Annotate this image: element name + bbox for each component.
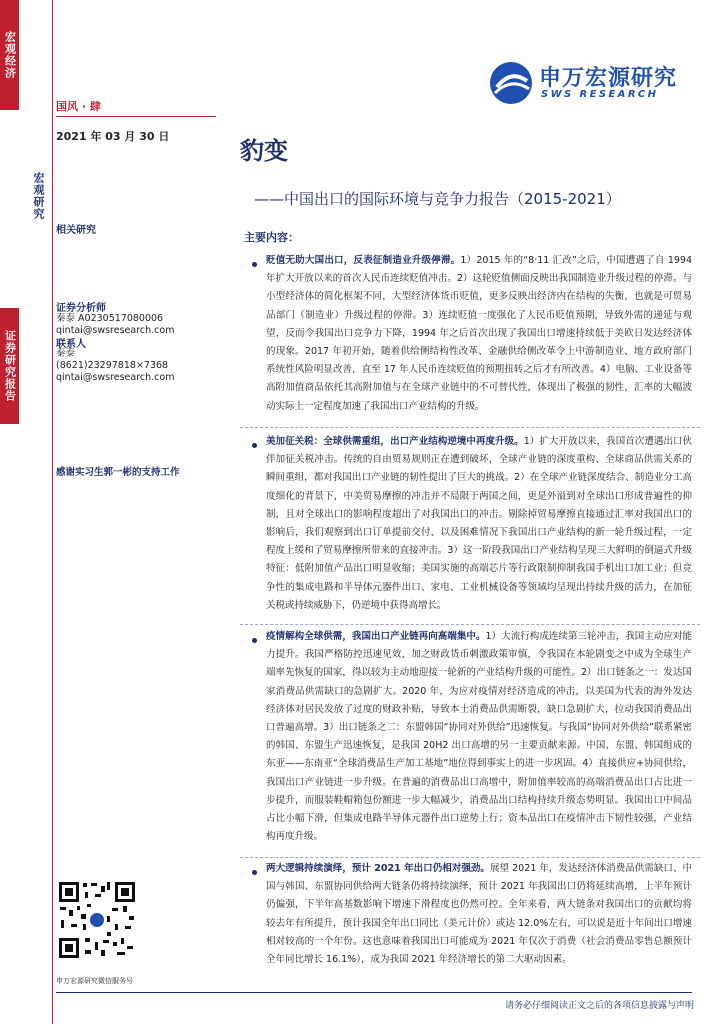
- separator: [240, 857, 700, 858]
- analyst-email[interactable]: qintai@swsresearch.com: [56, 325, 175, 336]
- bullet-dot-icon: [252, 262, 257, 267]
- series-underline: [56, 116, 216, 117]
- bullet-3: [266, 628, 692, 846]
- sidebar-divider: [52, 0, 53, 1024]
- contact-email[interactable]: qintai@swsresearch.com: [56, 372, 175, 383]
- bullet-3-head: 疫情解构全球供需，我国出口产业链再向高端集中。: [266, 631, 486, 642]
- tab-macro-economy: 宏观经济: [0, 0, 19, 110]
- qr-code: [57, 880, 137, 960]
- logo: [489, 61, 689, 105]
- page-title: 豹变: [240, 137, 288, 165]
- contact-title: 联系人: [56, 339, 86, 350]
- tab-securities-report: 证券研究报告: [0, 308, 19, 424]
- separator: [240, 427, 700, 428]
- bullet-4-head: 两大逻辑持续演绎，预计 2021 年出口仍相对强劲。: [266, 863, 490, 874]
- contact-phone: (8621)23297818×7368: [56, 360, 169, 371]
- logo-mark-icon: [489, 61, 533, 105]
- bullet-4: [266, 860, 692, 969]
- bullet-1-head: 贬值无助大国出口，反表征制造业升级停滞。: [266, 255, 461, 266]
- analyst-title: 证券分析师: [56, 303, 106, 314]
- bullet-1: [266, 252, 692, 416]
- related-research-title: 相关研究: [56, 225, 96, 236]
- page-subtitle: ——中国出口的国际环境与竞争力报告（2015-2021）: [254, 190, 621, 208]
- bullet-dot-icon: [252, 443, 257, 448]
- bullet-4-text: 展望 2021 年，发达经济体消费品供需缺口、中国与韩国、东盟协同供给两大链条仍将持续演绎，预计 2021 年我国出口仍将延续高增，上半年预计仍偏强，下半年高基数影响下增速下滑程度也仍然可控。全年来看，两大链条对我国出口的贡献均将较去年有所提升，预计我国全年出口同比（美元计价）或达 12.0%左右，可以说是近十年间出口增速相对较高的一个年份。这也意味着我国出口可能成为 2021 年仅次于消费（社会消费品零售总额预计全年同比增长 16.1%），成为我国 2021 年经济增长的第二大驱动因素。: [266, 863, 692, 966]
- bullet-3-text: 1）大流行构成连续第三轮冲击，我国主动应对能力提升。我国严格防控迅速见效，加之财政货币刺激政策审慎，令我国在本轮剧变之中成为全球生产端率先恢复的国家，得以较为主动地迎接一轮新的产业结构升级的可能性。2）出口链条之一：发达国家消费品供需缺口的急剧扩大。2020 年，为应对疫情对经济造成的冲击，以美国为代表的海外发达经济体对居民发放了过度的财政补贴，导致本土消费品供需断裂，缺口急剧扩大，拉动我国消费品出口普遍高增。3）出口链条之二：东盟韩国“协同对外供给”迅速恢复。与我国“协同对外供给”联系紧密的韩国、东盟生产迅速恢复，是我国 20H2 出口高增的另一主要贡献来源。中国、东盟、韩国组成的东亚——东南亚“全球消费品生产加工基地”地位得到事实上的进一步巩固。4）直接供应+协同供给，我国出口产业链进一步升级。在普遍的消费品出口高增中，附加值率较高的高端消费品出口占比进一步提升，而服装鞋帽箱包份额进一步大幅减少，消费品出口结构持续升级态势明显。我国出口中间品占比小幅下滑，但集成电路半导体元器件出口逆势上行；资本品出口在疫情冲击下韧性较强，产业结构再度升级。: [266, 631, 692, 843]
- intern-thanks: 感谢实习生郭一彬的支持工作: [56, 467, 180, 478]
- logo-cn: 申万宏源研究: [539, 66, 678, 91]
- main-content-label: 主要内容：: [244, 231, 299, 244]
- analyst-line: 秦泰 A0230517080006: [56, 313, 164, 324]
- bullet-1-text: 1）2015 年的“8·11 汇改”之后，中国遭遇了自 1994 年扩大开放以来的首次人民币连续贬值冲击。2）这轮贬值侧面反映出我国制造业升级过程的停滞。与小型经济体的简化框架不同，大型经济体货币贬值，更多反映出经济内在结构的失衡，也就是可贸易品部门（制造业）升级过程的停滞。3）连续贬值一度强化了人民币贬值预期，导致外需的递延与观望，反而令我国出口竞争力下降，1994 年之后首次出现了我国出口增速持续低于美欧日发达经济体的现象。2017 年初开始，随着供给侧结构性改革、金融供给侧改革令上中游制造业、地方政府部门系统性风险明显改善，直至 17 年人民币连续贬值的预期扭转之后才有所改善。4）电脑、工业设备等高附加值商品依托其高附加值与在全球产业链中的不可替代性，体现出了极强的韧性，汇率的大幅波动实际上一定程度加速了我国出口产业结构的升级。: [266, 255, 692, 412]
- footer-disclaimer: 请务必仔细阅读正文之后的各项信息披露与声明: [504, 1001, 694, 1011]
- qr-caption: 申万宏源研究微信服务号: [56, 977, 133, 985]
- contact-name: 秦泰: [56, 348, 76, 359]
- report-date: 2021 年 03 月 30 日: [56, 130, 170, 143]
- bullet-2-text: 1）扩大开放以来，我国首次遭遇出口伙伴加征关税冲击。传统的自由贸易规则正在遭到破坏，全球产业链的深度重构、全球商品供需关系的瞬间重组，都对我国出口产业链的韧性提出了巨大的挑战。2）在全球产业链深度结合、制造业分工高度细化的背景下，中美贸易摩擦的冲击并不局限于两国之间，更是外溢到对全球出口形成普遍性的抑制，且对全球出口的影响程度超出了对我国出口的冲击。剔除掉贸易摩擦直接通过汇率对我国出口的影响后，我们观察到出口订单提前交付、以及困难情况下我国出口产业结构的新一轮升级过程，一定程度上缓和了贸易摩擦所带来的直接冲击。3）这一阶段我国出口产业结构呈现三大鲜明的倒逼式升级特征：低附加值产品出口明显收缩；美国实施的高端芯片等行政限制抑制我国手机出口加工业；但竞争性的集成电路和半导体元器件出口、家电、工业机械设备等领域均呈现出持续升级的活力，在加征关税或持续威胁下，仍逆境中获得高增长。: [266, 436, 692, 611]
- series-label: 国风 · 肆: [56, 100, 101, 113]
- bullet-dot-icon: [252, 638, 257, 643]
- logo-en: SWS RESEARCH: [541, 89, 659, 100]
- bullet-2: [266, 433, 692, 615]
- bullet-dot-icon: [252, 870, 257, 875]
- separator: [240, 624, 700, 625]
- footer-rule: [56, 992, 692, 993]
- section-macro-research: 宏观研究: [32, 172, 45, 220]
- bullet-2-head: 美加征关税：全球供需重组，出口产业结构逆境中再度升级。: [266, 436, 524, 447]
